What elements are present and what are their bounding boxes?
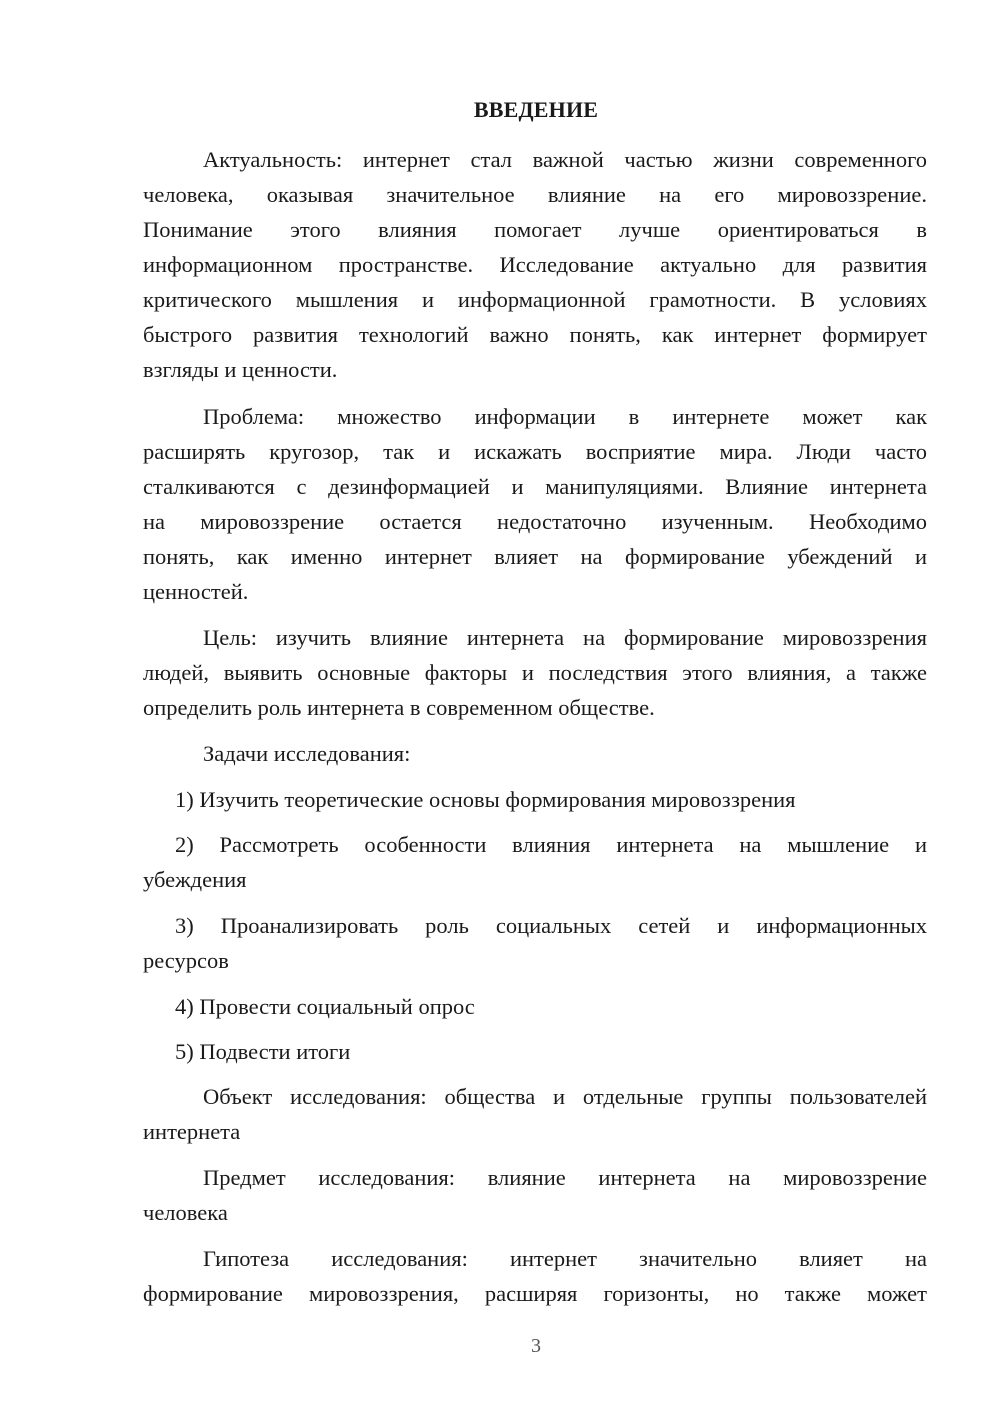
goal-line: определить роль интернета в современном обществе. xyxy=(143,695,655,720)
page-number: 3 xyxy=(531,1335,541,1357)
task-item: 3) Проанализировать роль социальных сетей и информационных xyxy=(175,913,927,938)
relevance-line: человека, оказывая значительное влияние на его мировоззрение. xyxy=(143,182,927,207)
goal-line: людей, выявить основные факторы и последствия этого влияния, а также xyxy=(143,660,927,685)
task-item-continuation: убеждения xyxy=(143,867,247,892)
problem-line: понять, как именно интернет влияет на формирование убеждений и xyxy=(143,544,927,569)
tasks-heading: Задачи исследования: xyxy=(203,741,411,766)
problem-line: расширять кругозор, так и искажать восприятие мира. Люди часто xyxy=(143,439,927,464)
problem-line: Проблема: множество информации в интернете может как xyxy=(203,404,927,429)
relevance-line: Актуальность: интернет стал важной частью жизни современного xyxy=(203,147,927,172)
page-title: ВВЕДЕНИЕ xyxy=(473,97,599,122)
object-line: Объект исследования: общества и отдельные группы пользователей xyxy=(203,1084,927,1109)
relevance-line: информационном пространстве. Исследование актуально для развития xyxy=(143,252,927,277)
hypothesis-line: Гипотеза исследования: интернет значительно влияет на xyxy=(203,1246,927,1271)
relevance-line: критического мышления и информационной грамотности. В условиях xyxy=(143,287,927,312)
relevance-line: быстрого развития технологий важно понять, как интернет формирует xyxy=(143,322,927,347)
problem-line: ценностей. xyxy=(143,579,249,604)
task-item-continuation: ресурсов xyxy=(143,948,229,973)
subject-line: человека xyxy=(143,1200,228,1225)
subject-line: Предмет исследования: влияние интернета на мировоззрение xyxy=(203,1165,927,1190)
problem-line: сталкиваются с дезинформацией и манипуляциями. Влияние интернета xyxy=(143,474,927,499)
relevance-line: взгляды и ценности. xyxy=(143,357,338,382)
task-item: 4) Провести социальный опрос xyxy=(175,994,475,1019)
object-line: интернета xyxy=(143,1119,241,1144)
goal-line: Цель: изучить влияние интернета на формирование мировоззрения xyxy=(203,625,927,650)
task-item: 5) Подвести итоги xyxy=(175,1039,351,1064)
hypothesis-line: формирование мировоззрения, расширяя горизонты, но также может xyxy=(143,1281,927,1306)
task-item: 1) Изучить теоретические основы формирования мировоззрения xyxy=(175,787,796,812)
task-item: 2) Рассмотреть особенности влияния интернета на мышление и xyxy=(175,832,927,857)
relevance-line: Понимание этого влияния помогает лучше ориентироваться в xyxy=(143,217,927,242)
problem-line: на мировоззрение остается недостаточно изученным. Необходимо xyxy=(143,509,927,534)
